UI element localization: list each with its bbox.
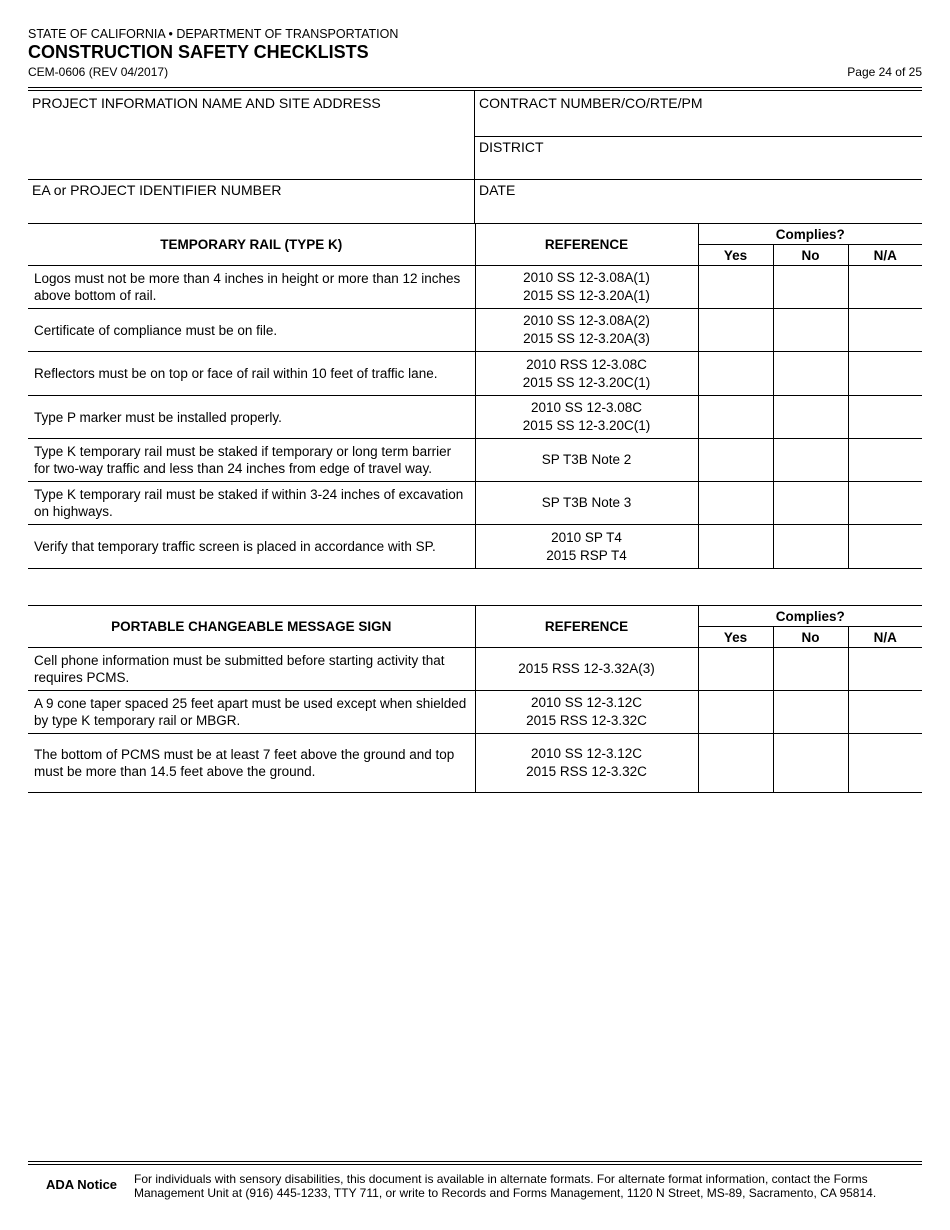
reference-cell: [475, 648, 698, 691]
reference-text: 2010 SS 12-3.08A(1): [523, 270, 650, 285]
na-checkbox-cell[interactable]: [848, 352, 922, 396]
reference-text: 2010 RSS 12-3.08C: [526, 356, 647, 372]
na-header: N/A: [848, 245, 922, 266]
yes-checkbox-cell[interactable]: [698, 525, 773, 569]
yes-checkbox-cell[interactable]: [698, 691, 773, 734]
reference-text: 2015 SS 12-3.20C(1): [522, 418, 651, 433]
divider: [28, 179, 474, 180]
reference-cell: [475, 309, 698, 352]
na-checkbox-cell[interactable]: [848, 396, 922, 439]
page-title: CONSTRUCTION SAFETY CHECKLISTS: [28, 42, 369, 62]
reference-cell: [475, 734, 698, 793]
date-label: DATE: [479, 182, 516, 198]
no-checkbox-cell[interactable]: [773, 648, 848, 691]
no-checkbox-cell[interactable]: [773, 309, 848, 352]
no-header: No: [773, 245, 848, 266]
no-checkbox-cell[interactable]: [773, 734, 848, 793]
reference-cell: [475, 266, 698, 309]
requirement-text: Certificate of compliance must be on file.: [28, 309, 475, 352]
na-checkbox-cell[interactable]: [848, 734, 922, 793]
reference-text: 2010 SS 12-3.12C: [530, 746, 643, 761]
reference-text: 2015 SS 12-3.20A(3): [523, 331, 650, 346]
contract-label: CONTRACT NUMBER/CO/RTE/PM: [479, 95, 703, 111]
table-body: [28, 648, 922, 793]
requirement-text: Verify that temporary traffic screen is placed in accordance with SP.: [28, 525, 475, 569]
checklist-row: [28, 525, 922, 569]
temporary-rail-table: [28, 223, 922, 569]
reference-text: 2015 SS 12-3.20C(1): [522, 374, 651, 390]
reference-text: 2015 RSP T4: [546, 547, 627, 563]
reference-header: REFERENCE: [475, 224, 698, 266]
no-checkbox-cell[interactable]: [773, 352, 848, 396]
section-title: TEMPORARY RAIL (TYPE K): [28, 224, 475, 266]
complies-header: Complies?: [698, 224, 922, 245]
checklist-row: [28, 439, 922, 482]
header-rule-top: [28, 87, 922, 88]
checklist-row: [28, 482, 922, 525]
yes-checkbox-cell[interactable]: [698, 266, 773, 309]
footer-rule-top: [28, 1161, 922, 1162]
na-header: N/A: [848, 627, 922, 648]
project-info-block: [28, 91, 922, 224]
no-checkbox-cell[interactable]: [773, 691, 848, 734]
na-checkbox-cell[interactable]: [848, 648, 922, 691]
requirement-text: The bottom of PCMS must be at least 7 feet above the ground and top must be more than 14.5 feet above the ground.: [28, 734, 475, 793]
reference-text: 2010 SS 12-3.08C: [530, 400, 643, 415]
yes-checkbox-cell[interactable]: [698, 482, 773, 525]
na-checkbox-cell[interactable]: [848, 439, 922, 482]
no-checkbox-cell[interactable]: [773, 396, 848, 439]
footer-rule-bottom: [28, 1164, 922, 1165]
na-checkbox-cell[interactable]: [848, 309, 922, 352]
na-checkbox-cell[interactable]: [848, 525, 922, 569]
reference-text: 2010 SS 12-3.08A(2): [523, 313, 650, 328]
na-checkbox-cell[interactable]: [848, 482, 922, 525]
reference-cell: [475, 525, 698, 569]
requirement-text: Cell phone information must be submitted before starting activity that requires PCMS.: [28, 648, 475, 691]
checklist-row: [28, 648, 922, 691]
yes-checkbox-cell[interactable]: [698, 352, 773, 396]
yes-checkbox-cell[interactable]: [698, 439, 773, 482]
reference-cell: [475, 439, 698, 482]
project-info-left: [28, 91, 475, 223]
reference-text: 2015 RSS 12-3.32A(3): [518, 661, 655, 676]
divider: [475, 179, 922, 180]
checklist-row: [28, 734, 922, 793]
form-header: [28, 27, 922, 79]
ada-notice-label: ADA Notice: [46, 1177, 118, 1192]
requirement-text: A 9 cone taper spaced 25 feet apart must be used except when shielded by type K temporary rail or MBGR.: [28, 691, 475, 734]
no-checkbox-cell[interactable]: [773, 525, 848, 569]
yes-checkbox-cell[interactable]: [698, 648, 773, 691]
no-header: No: [773, 627, 848, 648]
requirement-text: Type K temporary rail must be staked if within 3-24 inches of excavation on highways.: [28, 482, 475, 525]
complies-header: Complies?: [698, 606, 922, 627]
section-title: PORTABLE CHANGEABLE MESSAGE SIGN: [28, 606, 475, 648]
requirement-text: Reflectors must be on top or face of rail within 10 feet of traffic lane.: [28, 352, 475, 396]
reference-text: 2015 RSS 12-3.32C: [526, 764, 647, 779]
reference-text: SP T3B Note 2: [541, 452, 632, 467]
table-body: [28, 266, 922, 569]
reference-header: REFERENCE: [475, 606, 698, 648]
requirement-text: Type K temporary rail must be staked if temporary or long term barrier for two-way traffic and less than 24 inches from edge of travel way.: [28, 439, 475, 482]
yes-header: Yes: [698, 245, 773, 266]
checklist-row: [28, 266, 922, 309]
checklist-row: [28, 396, 922, 439]
project-name-label: PROJECT INFORMATION NAME AND SITE ADDRESS: [32, 95, 381, 111]
no-checkbox-cell[interactable]: [773, 439, 848, 482]
checklist-row: [28, 352, 922, 396]
reference-text: SP T3B Note 3: [541, 495, 632, 510]
no-checkbox-cell[interactable]: [773, 482, 848, 525]
reference-cell: [475, 482, 698, 525]
ea-label: EA or PROJECT IDENTIFIER NUMBER: [32, 182, 282, 198]
yes-checkbox-cell[interactable]: [698, 309, 773, 352]
checklist-row: [28, 309, 922, 352]
agency-name: STATE OF CALIFORNIA • DEPARTMENT OF TRANSPORTATION: [28, 27, 399, 41]
reference-text: 2015 RSS 12-3.32C: [526, 713, 647, 728]
project-info-right: [475, 91, 922, 223]
divider: [475, 136, 922, 137]
na-checkbox-cell[interactable]: [848, 691, 922, 734]
reference-cell: [475, 352, 698, 396]
yes-checkbox-cell[interactable]: [698, 396, 773, 439]
ada-notice-text: For individuals with sensory disabilities, this document is available in alternate formats. For alternate format information, contact the Forms Management Unit at (916) 445-1233, TTY 711, or write to Records and Forms Management, 1120 N Street, MS-89, Sacramento, CA 95814.: [134, 1172, 877, 1200]
reference-text: 2010 SP T4: [551, 529, 622, 545]
district-label: DISTRICT: [479, 139, 544, 155]
no-checkbox-cell[interactable]: [773, 266, 848, 309]
checklist-row: [28, 691, 922, 734]
reference-cell: [475, 691, 698, 734]
requirement-text: Type P marker must be installed properly.: [28, 396, 475, 439]
page-number: Page 24 of 25: [847, 65, 922, 79]
requirement-text: Logos must not be more than 4 inches in height or more than 12 inches above bottom of rail.: [28, 266, 475, 309]
pcms-table: [28, 605, 922, 793]
yes-header: Yes: [698, 627, 773, 648]
reference-cell: [475, 396, 698, 439]
form-number: CEM-0606 (REV 04/2017): [28, 65, 169, 79]
reference-text: 2010 SS 12-3.12C: [530, 695, 643, 710]
na-checkbox-cell[interactable]: [848, 266, 922, 309]
yes-checkbox-cell[interactable]: [698, 734, 773, 793]
reference-text: 2015 SS 12-3.20A(1): [523, 288, 650, 303]
